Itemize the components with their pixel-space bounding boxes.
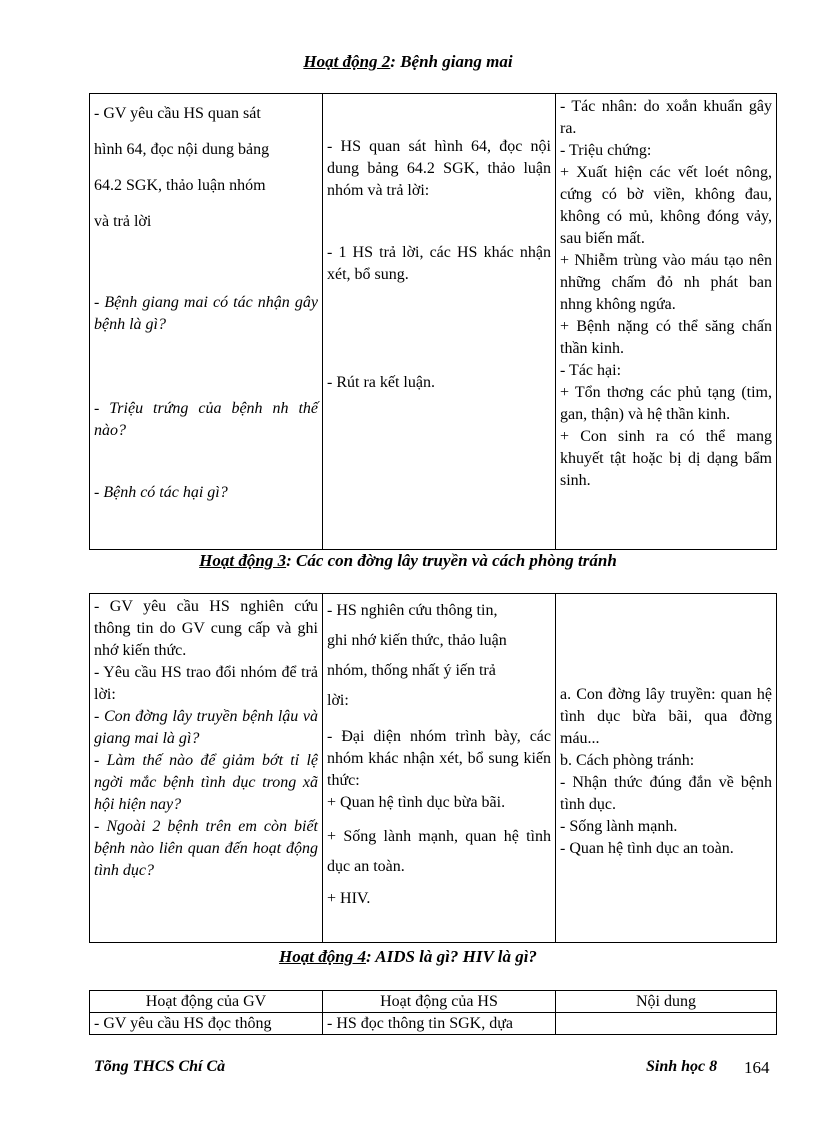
activity-3-table: [89, 593, 777, 943]
heading-prefix: Hoạt động 4: [279, 947, 366, 966]
heading-activity-2: [0, 52, 816, 72]
text-line: - HS quan sát hình 64, đọc nội dung bảng 64.2 SGK, thảo luận nhóm và trả lời:: [327, 138, 551, 199]
table-cell: - GV yêu cầu HS đọc thông: [90, 1013, 323, 1035]
heading-activity-4: [0, 947, 816, 967]
teacher-activity-cell: [90, 594, 323, 943]
heading-text: : Các con đờng lây truyền và cách phòng tránh: [286, 551, 617, 570]
activity-4-table: [89, 990, 777, 1035]
text-line: - 1 HS trả lời, các HS khác nhận xét, bổ sung.: [327, 244, 551, 283]
table-cell: [556, 1013, 777, 1035]
text-line: 64.2 SGK, thảo luận nhóm: [94, 177, 266, 194]
text-line: + Tổn thơng các phủ tạng (tim, gan, thận) và hệ thần kinh.: [560, 384, 772, 423]
column-header: Nội dung: [556, 991, 777, 1013]
question: - Triệu trứng của bệnh nh thế nào?: [94, 400, 318, 439]
table-cell: - HS đọc thông tin SGK, dựa: [323, 1013, 556, 1035]
heading-prefix: Hoạt động 2: [303, 52, 391, 71]
heading-prefix: Hoạt động 3: [199, 551, 287, 570]
question: - Con đờng lây truyền bệnh lậu và giang mai là gì?: [94, 708, 318, 747]
column-header: Hoạt động của GV: [90, 991, 323, 1013]
text-line: - Tác nhân: do xoắn khuẩn gây ra.: [560, 98, 772, 137]
text-line: - Yêu cầu HS trao đổi nhóm để trả lời:: [94, 664, 318, 703]
text-line: hình 64, đọc nội dung bảng: [94, 141, 270, 158]
text-line: - Quan hệ tình dục an toàn.: [560, 840, 734, 857]
heading-text: : Bệnh giang mai: [390, 52, 513, 71]
heading-activity-3: [0, 551, 816, 571]
text-line: + Quan hệ tình dục bừa bãi.: [327, 794, 506, 811]
text-line: b. Cách phòng tránh:: [560, 752, 695, 769]
text-line: a. Con đờng lây truyền: quan hệ tình dục bừa bãi, qua đờng máu...: [560, 686, 772, 747]
text-line: - Đại diện nhóm trình bày, các nhóm khác nhận xét, bổ sung kiến thức:: [327, 728, 551, 789]
question: - Bệnh giang mai có tác nhận gây bệnh là gì?: [94, 294, 318, 333]
activity-2-table: [89, 93, 777, 550]
text-line: ghi nhớ kiến thức, thảo luận: [327, 632, 507, 649]
question: - Ngoài 2 bệnh trên em còn biết bệnh nào liên quan đến hoạt động tình dục?: [94, 818, 318, 879]
text-line: - HS nghiên cứu thông tin,: [327, 602, 498, 619]
footer-subject: Sinh học 8: [646, 1058, 718, 1075]
text-line: + Bệnh nặng có thể săng chấn thần kinh.: [560, 318, 772, 357]
text-line: + Sống lành mạnh, quan hệ tình dục an toàn.: [327, 828, 551, 875]
text-line: - Rút ra kết luận.: [327, 374, 435, 391]
text-line: + Xuất hiện các vết loét nông, cứng có bờ viền, không đau, không có mủ, không đóng vảy, sau biến mất.: [560, 164, 772, 247]
text-line: - Sống lành mạnh.: [560, 818, 678, 835]
question: - Bệnh có tác hại gì?: [94, 484, 228, 501]
column-header: Hoạt động của HS: [323, 991, 556, 1013]
text-line: - Triệu chứng:: [560, 142, 652, 159]
text-line: - Tác hại:: [560, 362, 622, 379]
page-number: 164: [744, 1058, 770, 1077]
text-line: - GV yêu cầu HS quan sát: [94, 105, 261, 122]
text-line: - GV yêu cầu HS nghiên cứu thông tin do GV cung cấp và ghi nhớ kiến thức.: [94, 598, 318, 659]
text-line: lời:: [327, 692, 349, 709]
content-cell: [556, 594, 777, 943]
teacher-activity-cell: [90, 94, 323, 550]
text-line: và trả lời: [94, 213, 152, 230]
text-line: + HIV.: [327, 890, 371, 907]
heading-text: : AIDS là gì? HIV là gì?: [365, 947, 537, 966]
text-line: - Nhận thức đúng đắn về bệnh tình dục.: [560, 774, 772, 813]
text-line: nhóm, thống nhất ý iến trả: [327, 662, 496, 679]
question: - Làm thế nào để giảm bớt tỉ lệ ngời mắc bệnh tình dục trong xã hội hiện nay?: [94, 752, 318, 813]
content-cell: [556, 94, 777, 550]
text-line: + Nhiễm trùng vào máu tạo nên những chấm đỏ nh phát ban nhng không ngứa.: [560, 252, 772, 313]
text-line: + Con sinh ra có thể mang khuyết tật hoặc bị dị dạng bẩm sinh.: [560, 428, 772, 489]
student-activity-cell: [323, 594, 556, 943]
student-activity-cell: [323, 94, 556, 550]
footer-school: Tõng THCS Chí Cà: [94, 1058, 226, 1075]
